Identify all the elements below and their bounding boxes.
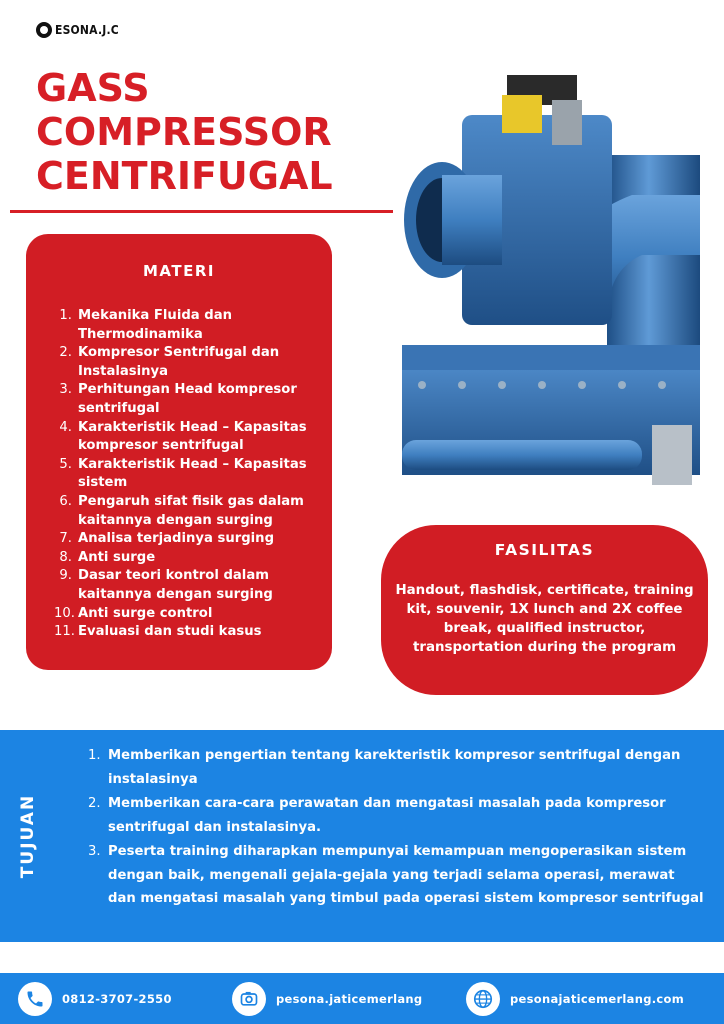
compressor-photo: [402, 45, 700, 500]
list-item: [54, 623, 324, 642]
list-item: [54, 307, 324, 344]
fasilitas-card: [381, 525, 708, 695]
list-item-number: 11.: [54, 624, 75, 640]
phone-number: 0812-3707-2550: [62, 992, 172, 1006]
page-title: [36, 66, 333, 198]
brand-logo: [36, 22, 119, 38]
list-item-text: Karakteristik Head – Kapasitas sistem: [78, 456, 307, 491]
instagram-handle: pesona.jaticemerlang: [276, 992, 423, 1006]
title-line-3: CENTRIFUGAL: [36, 154, 333, 198]
list-item-text: Kompresor Sentrifugal dan Instalasinya: [78, 345, 280, 379]
list-item-number: 2.: [59, 345, 72, 361]
list-item: [88, 792, 706, 839]
list-item-text: Evaluasi dan studi kasus: [78, 624, 262, 640]
instagram-contact[interactable]: [232, 982, 422, 1016]
list-item-text: Dasar teori kontrol dalam kaitannya dengan surging: [78, 568, 273, 602]
list-item-text: Memberikan pengertian tentang karekteristik kompresor sentrifugal dengan instalasinya: [108, 748, 681, 787]
list-item-text: Karakteristik Head – Kapasitas kompresor sentrifugal: [78, 419, 307, 454]
list-item-text: Memberikan cara-cara perawatan dan mengatasi masalah pada kompresor sentrifugal dan instalasinya.: [108, 796, 666, 835]
list-item: [54, 605, 324, 624]
list-item: [88, 744, 706, 791]
list-item: [54, 456, 324, 493]
list-item-text: Perhitungan Head kompresor sentrifugal: [78, 382, 297, 416]
tujuan-list: [88, 744, 706, 912]
logo-mark-icon: [36, 22, 52, 38]
list-item-text: Pengaruh sifat fisik gas dalam kaitannya dengan surging: [78, 493, 304, 528]
tujuan-label: TUJUAN: [18, 793, 38, 879]
list-item-text: Peserta training diharapkan mempunyai kemampuan mengoperasikan sistem dengan baik, mengenali gejala-gejala yang terjadi selama operasi, merawat dan mengatasi masalah yang timbul pada operasi sistem kompresor sentrifugal: [108, 844, 704, 906]
list-item: [88, 840, 706, 911]
list-item-number: 5.: [59, 456, 72, 472]
list-item-number: 7.: [59, 531, 72, 547]
list-item: [54, 493, 324, 530]
list-item-text: Anti surge control: [78, 605, 213, 621]
contact-footer: [0, 973, 724, 1024]
tujuan-section: [0, 730, 724, 942]
globe-icon: [466, 982, 500, 1016]
phone-contact[interactable]: [18, 982, 172, 1016]
list-item: [54, 344, 324, 381]
list-item: [54, 567, 324, 604]
title-line-2: COMPRESSOR: [36, 110, 332, 154]
list-item-number: 3.: [59, 382, 72, 398]
list-item: [54, 530, 324, 549]
list-item-number: 8.: [59, 549, 72, 565]
list-item: [54, 381, 324, 418]
fasilitas-body: Handout, flashdisk, certificate, training kit, souvenir, 1X lunch and 2X coffee break, qualified instructor, transportation during the program: [395, 583, 694, 655]
instagram-icon: [232, 982, 266, 1016]
list-item-number: 10.: [54, 605, 75, 621]
title-underline: [10, 210, 393, 213]
list-item-number: 2.: [88, 796, 101, 811]
materi-heading: MATERI: [143, 262, 215, 280]
list-item: [54, 419, 324, 456]
website-url: pesonajaticemerlang.com: [510, 992, 685, 1006]
materi-list: [54, 307, 324, 642]
list-item-number: 1.: [88, 748, 101, 763]
list-item-number: 4.: [59, 419, 72, 435]
phone-icon: [18, 982, 52, 1016]
materi-card: [26, 234, 332, 670]
logo-text: ESONA.J.C: [55, 23, 119, 37]
list-item-text: Anti surge: [78, 549, 156, 565]
website-contact[interactable]: [466, 982, 684, 1016]
list-item-number: 9.: [59, 568, 72, 584]
list-item-number: 1.: [59, 308, 72, 323]
list-item-text: Mekanika Fluida dan Thermodinamika: [78, 308, 233, 342]
list-item-number: 3.: [88, 844, 101, 859]
title-line-1: GASS: [36, 66, 150, 110]
list-item-text: Analisa terjadinya surging: [78, 531, 275, 547]
fasilitas-heading: FASILITAS: [494, 541, 595, 559]
list-item-number: 6.: [59, 493, 72, 509]
list-item: [54, 549, 324, 568]
